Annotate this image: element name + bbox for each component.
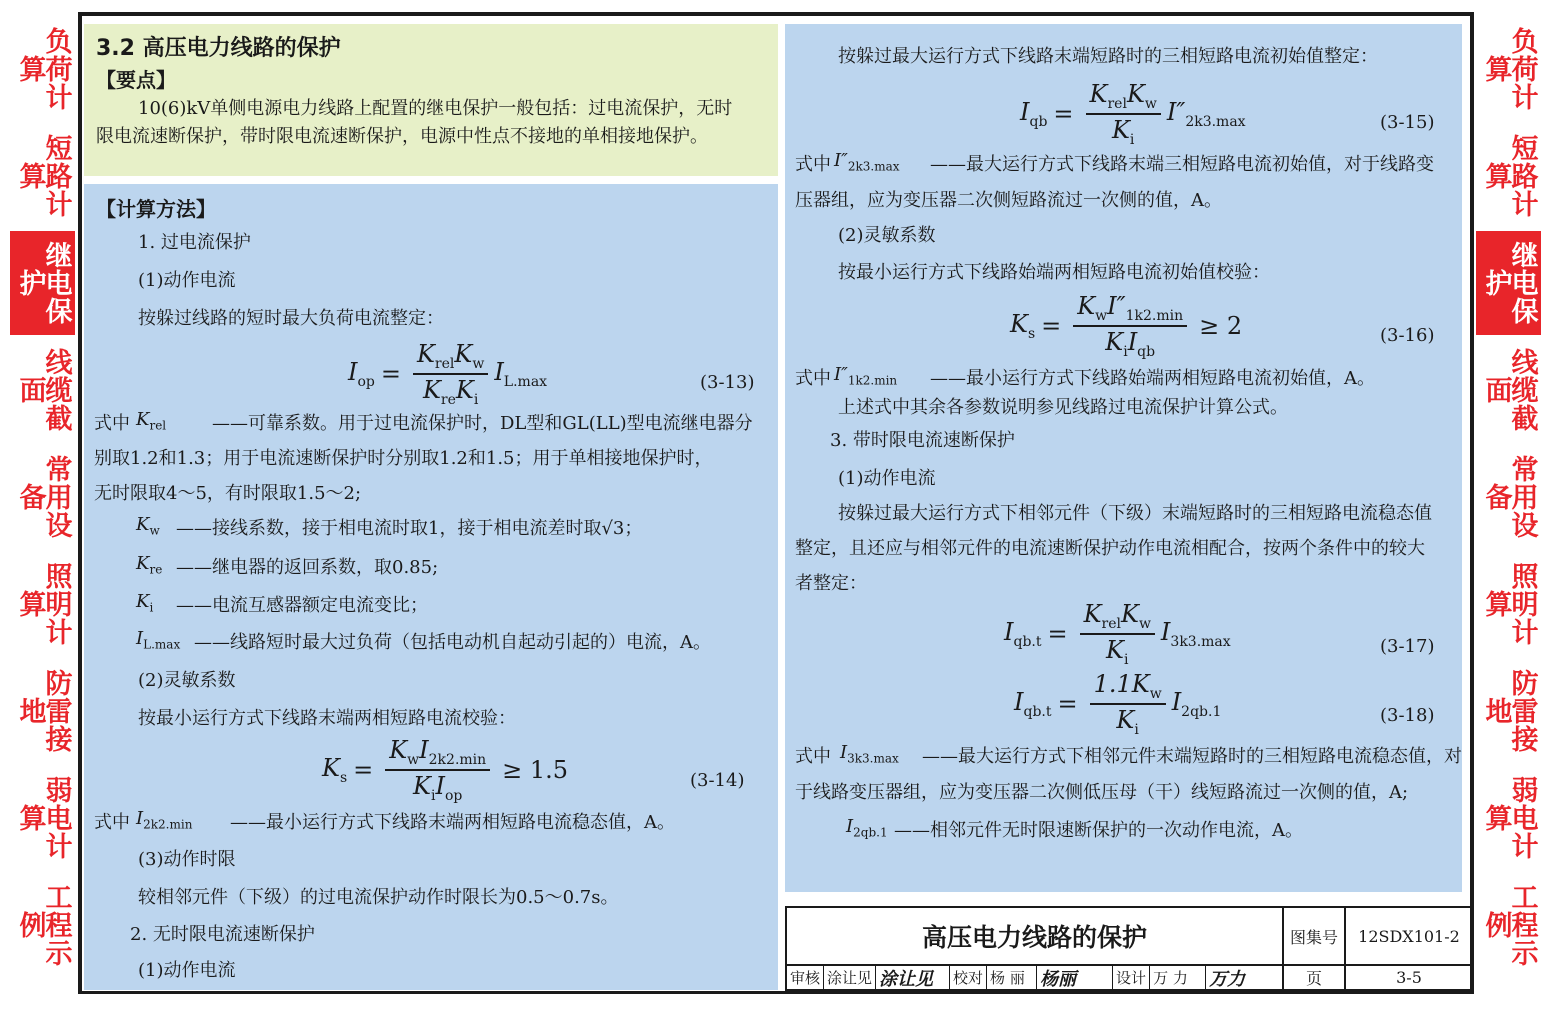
left-category-tabs bbox=[10, 17, 75, 980]
reviewer-name: 涂让见 bbox=[824, 966, 876, 989]
calc-method-label: 【计算方法】 bbox=[96, 197, 216, 221]
where-label: 式中 bbox=[795, 368, 831, 389]
review-label: 审核 bbox=[787, 966, 824, 989]
definition: 无时限取4～5，有时限取1.5～2; bbox=[94, 483, 362, 504]
definition: ——线路短时最大过负荷（包括电动机自起动引起的）电流，A。 bbox=[194, 632, 711, 653]
symbol-label: $I_{3k3.max}$ bbox=[840, 742, 899, 766]
formula-3-17: $I_{qb.t}$ = $\frac{K_{rel}K_w}{K_i}$ $I_{3k3.max}$ bbox=[1004, 600, 1231, 668]
subheading: (1)动作电流 bbox=[838, 468, 936, 489]
tab-lightning-grounding[interactable]: 防雷接地 bbox=[10, 659, 75, 766]
reviewer-signature: 涂让见 bbox=[876, 966, 950, 989]
heading: 3. 带时限电流速断保护 bbox=[830, 430, 1015, 451]
tab-common-equipment[interactable]: 常用设备 bbox=[10, 445, 75, 552]
tab-project-examples[interactable]: 工程示例 bbox=[1476, 873, 1541, 980]
right-category-tabs bbox=[1476, 17, 1541, 980]
paragraph: 按最小运行方式下线路始端两相短路电流初始值校验： bbox=[838, 262, 1270, 283]
definition: ——相邻元件无时限速断保护的一次动作电流，A。 bbox=[894, 820, 1303, 841]
tab-lightning-grounding[interactable]: 防雷接地 bbox=[1476, 659, 1541, 766]
where-label: 式中 bbox=[94, 413, 130, 434]
where-label: 式中 bbox=[94, 812, 130, 833]
checker-signature: 杨丽 bbox=[1037, 966, 1113, 989]
definition: ——接线系数，接于相电流时取1，接于相电流差时取√3； bbox=[176, 518, 643, 539]
tab-relay-protection[interactable]: 继电保护 bbox=[10, 231, 75, 338]
formula-3-15: $I_{qb}$ = $\frac{K_{rel}K_w}{K_i}$ $I''_{2k3.max}$ bbox=[1020, 80, 1246, 148]
definition: 压器组，应为变压器二次侧短路流过一次侧的值，A。 bbox=[795, 190, 1222, 211]
tab-short-circuit[interactable]: 短路计算 bbox=[10, 124, 75, 231]
symbol-label: $I_{L.max}$ bbox=[136, 628, 181, 652]
symbol-label: $I_{2k2.min}$ bbox=[136, 808, 193, 832]
paragraph: 整定，且还应与相邻元件的电流速断保护动作电流相配合，按两个条件中的较大 bbox=[795, 538, 1425, 559]
paragraph: 按最小运行方式下线路末端两相短路电流校验： bbox=[138, 708, 516, 729]
definition: ——最小运行方式下线路末端两相短路电流稳态值，A。 bbox=[230, 812, 675, 833]
drawing-title: 高压电力线路的保护 bbox=[787, 908, 1284, 966]
subheading: (2)灵敏系数 bbox=[838, 225, 936, 246]
equation-number: (3-17) bbox=[1380, 636, 1435, 657]
equation-number: (3-15) bbox=[1380, 112, 1435, 133]
tab-weak-current[interactable]: 弱电计算 bbox=[1476, 766, 1541, 873]
paragraph: 按躲过最大运行方式下线路末端短路时的三相短路电流初始值整定： bbox=[838, 46, 1378, 67]
tab-cable-section[interactable]: 线缆截面 bbox=[1476, 338, 1541, 445]
key-points-label: 【要点】 bbox=[96, 68, 176, 92]
tab-load-calc[interactable]: 负荷计算 bbox=[10, 17, 75, 124]
key-points-line: 10(6)kV单侧电源电力线路上配置的继电保护一般包括：过电流保护，无时 bbox=[138, 98, 733, 119]
tab-lighting-calc[interactable]: 照明计算 bbox=[10, 552, 75, 659]
definition: ——最大运行方式下线路末端三相短路电流初始值，对于线路变 bbox=[930, 154, 1434, 175]
definition: ——可靠系数。用于过电流保护时，DL型和GL(LL)型电流继电器分 bbox=[212, 413, 753, 434]
equation-number: (3-14) bbox=[690, 770, 745, 791]
tab-load-calc[interactable]: 负荷计算 bbox=[1476, 17, 1541, 124]
subheading: (3)动作时限 bbox=[138, 849, 236, 870]
tab-short-circuit[interactable]: 短路计算 bbox=[1476, 124, 1541, 231]
title-block bbox=[785, 906, 1474, 991]
paragraph: 上述式中其余各参数说明参见线路过电流保护计算公式。 bbox=[838, 397, 1288, 418]
symbol-label: $K_{re}$ bbox=[136, 553, 163, 577]
designer-name: 万 力 bbox=[1150, 966, 1206, 989]
designer-signature: 万力 bbox=[1209, 968, 1246, 990]
tab-cable-section[interactable]: 线缆截面 bbox=[10, 338, 75, 445]
definition: ——最小运行方式下线路始端两相短路电流初始值，A。 bbox=[930, 368, 1375, 389]
subheading: (2)灵敏系数 bbox=[138, 670, 236, 691]
page-label: 页 bbox=[1284, 966, 1346, 989]
formula-3-18: $I_{qb.t}$ = $\frac{1.1K_w}{K_i}$ $I_{2qb.1}$ bbox=[1014, 670, 1222, 738]
definition: ——电流互感器额定电流变比； bbox=[176, 595, 428, 616]
tab-lighting-calc[interactable]: 照明计算 bbox=[1476, 552, 1541, 659]
heading: 1. 过电流保护 bbox=[138, 232, 251, 253]
paragraph: 较相邻元件（下级）的过电流保护动作时限长为0.5～0.7s。 bbox=[138, 887, 619, 908]
equation-number: (3-16) bbox=[1380, 325, 1435, 346]
definition: ——继电器的返回系数，取0.85; bbox=[176, 557, 439, 578]
symbol-label: $K_w$ bbox=[136, 514, 160, 538]
definition: 于线路变压器组，应为变压器二次侧低压母（干）线短路流过一次侧的值，A; bbox=[795, 782, 1409, 803]
subheading: (1)动作电流 bbox=[138, 960, 236, 981]
page-number: 3-5 bbox=[1396, 968, 1422, 987]
tab-relay-protection[interactable]: 继电保护 bbox=[1476, 231, 1541, 338]
paragraph: 按躲过最大运行方式下相邻元件（下级）末端短路时的三相短路电流稳态值 bbox=[838, 503, 1432, 524]
tab-common-equipment[interactable]: 常用设备 bbox=[1476, 445, 1541, 552]
equation-number: (3-13) bbox=[700, 372, 755, 393]
paragraph: 按躲过线路的短时最大负荷电流整定： bbox=[138, 308, 444, 329]
symbol-label: $I_{2qb.1}$ bbox=[846, 816, 888, 840]
definition: 别取1.2和1.3；用于电流速断保护时分别取1.2和1.5；用于单相接地保护时， bbox=[94, 448, 713, 469]
symbol-label: $K_i$ bbox=[136, 591, 154, 615]
subheading: (1)动作电流 bbox=[138, 270, 236, 291]
formula-3-16: $K_s$ = $\frac{K_wI''_{1k2.min}}{K_iI_{qb}}$ ≥ 2 bbox=[1010, 292, 1243, 360]
where-label: 式中 bbox=[795, 746, 831, 767]
symbol-label: $K_{rel}$ bbox=[136, 409, 167, 433]
definition: ——最大运行方式下相邻元件末端短路时的三相短路电流稳态值，对 bbox=[922, 746, 1462, 767]
where-label: 式中 bbox=[795, 154, 831, 175]
symbol-label: $I''_{1k2.min}$ bbox=[834, 364, 898, 388]
design-label: 设计 bbox=[1113, 966, 1150, 989]
tab-weak-current[interactable]: 弱电计算 bbox=[10, 766, 75, 873]
key-points-line: 限电流速断保护，带时限电流速断保护，电源中性点不接地的单相接地保护。 bbox=[96, 126, 708, 147]
signature-row bbox=[787, 966, 1284, 989]
equation-number: (3-18) bbox=[1380, 705, 1435, 726]
section-title: 3.2 高压电力线路的保护 bbox=[96, 36, 341, 61]
tab-project-examples[interactable]: 工程示例 bbox=[10, 873, 75, 980]
heading: 2. 无时限电流速断保护 bbox=[130, 924, 315, 945]
formula-3-13: $I_{op}$ = $\frac{K_{rel}K_w}{K_{re}K_i}$ $I_{L.max}$ bbox=[348, 340, 548, 408]
atlas-number-label: 图集号 bbox=[1284, 908, 1346, 966]
paragraph: 者整定： bbox=[795, 573, 867, 594]
symbol-label: $I''_{2k3.max}$ bbox=[834, 150, 900, 174]
checker-name: 杨 丽 bbox=[987, 966, 1037, 989]
check-label: 校对 bbox=[950, 966, 987, 989]
atlas-number: 12SDX101-2 bbox=[1346, 908, 1472, 966]
formula-3-14: $K_s$ = $\frac{K_wI_{2k2.min}}{K_iI_{op}}$ ≥ 1.5 bbox=[322, 736, 569, 804]
